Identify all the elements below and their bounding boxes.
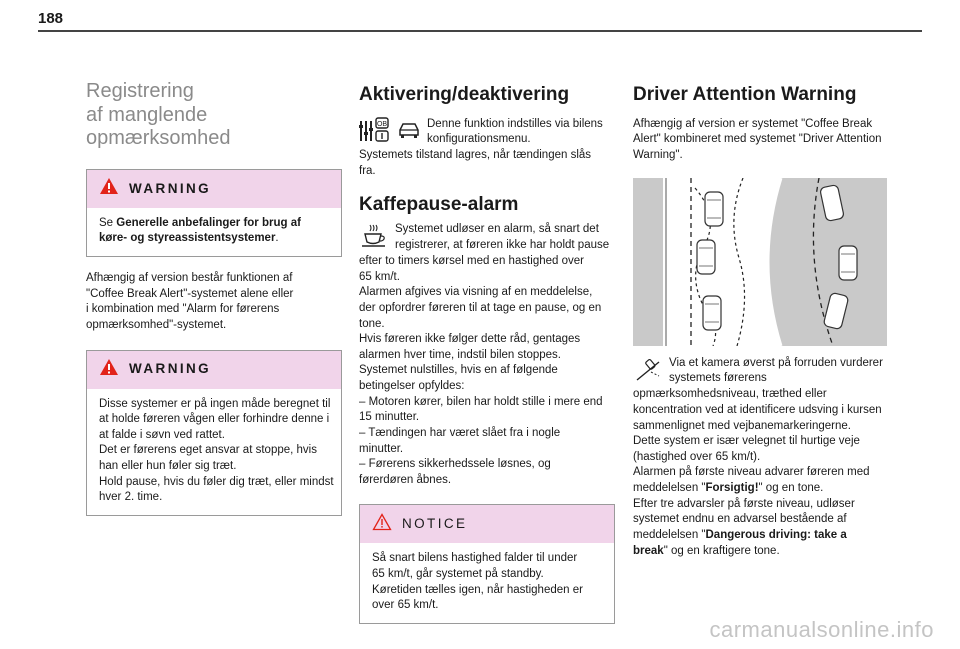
text-line: Afhængig af version er systemet "Coffee Break [633, 117, 873, 130]
text-line: fra. [359, 165, 376, 178]
text-line: Køretiden tælles igen, når hastigheden er [372, 583, 583, 596]
camera-icon-text [669, 356, 883, 387]
warning-box-general [86, 169, 342, 257]
text-line [633, 544, 889, 560]
warning-triangle-icon [99, 358, 119, 382]
column-3 [633, 84, 889, 559]
text-fragment: meddelelsen " [633, 482, 706, 495]
text-line: at holde føreren vågen eller forhindre denne i [99, 413, 330, 426]
notice-triangle-icon [372, 513, 392, 537]
notice-body [360, 543, 614, 623]
watermark-text: carmanualsonline.info [709, 617, 934, 642]
activation-icon-row [359, 117, 615, 149]
camera-icon-row [633, 356, 889, 388]
warning-box-fatigue [86, 350, 342, 516]
warning-text: Se [99, 216, 117, 229]
text-line [633, 528, 889, 544]
notice-label: NOTICE [402, 516, 468, 532]
text-line: minutter. [359, 442, 404, 455]
header-divider [38, 30, 922, 32]
text-line: Alarmen afgives via visning af en meddelelse, [359, 286, 593, 299]
text-line: Afhængig af version består funktionen af [86, 272, 293, 285]
notice-box [359, 504, 615, 624]
text-fragment: meddelelsen " [633, 528, 706, 541]
text-line: Hold pause, hvis du føler dig træt, eller mindst [99, 475, 334, 488]
warning-label: WARNING [129, 361, 212, 377]
text-line: Så snart bilens hastighed falder til under [372, 552, 578, 565]
text-line: Systemet udløser en alarm, så snart det [395, 223, 599, 236]
dat-body-paragraph [633, 387, 889, 559]
coffee-paragraph [359, 254, 615, 488]
title-line: Registrering [86, 80, 194, 102]
text-fragment: " og en kraftigere tone. [663, 544, 780, 557]
text-line: Alarmen på første niveau advarer føreren med [633, 466, 870, 479]
text-line: Alert" kombineret med systemet "Driver Attention [633, 133, 882, 146]
page-title [86, 80, 342, 151]
text-line: Denne funktion indstilles via bilens [427, 117, 603, 130]
text-line: Warning". [633, 149, 683, 162]
text-line: opmærksomhed"-systemet. [86, 318, 227, 331]
dangerous-driving-message: Dangerous driving: take a [705, 528, 847, 541]
forsigtig-message: Forsigtig! [705, 482, 759, 495]
text-line: Via et kamera øverst på forruden vurderer [669, 356, 883, 369]
svg-text:OB: OB [376, 120, 388, 128]
text-line [633, 481, 889, 497]
camera-icon [633, 358, 663, 388]
section-heading-coffee-break: Kaffepause-alarm [359, 193, 519, 215]
text-line: at falde i søvn ved rattet. [99, 428, 225, 441]
text-line: betingelser opfyldes: [359, 380, 465, 393]
column-2 [359, 84, 615, 624]
text-line: Efter tre advarsler på første niveau, udløser [633, 497, 855, 510]
text-line: hver 2. time. [99, 491, 163, 504]
activation-icon-text [427, 117, 603, 148]
text-line: over 65 km/t. [372, 599, 439, 612]
text-line: koncentration ved at identificere udsving i kursen [633, 403, 882, 416]
text-line: Disse systemer er på ingen måde beregnet til [99, 397, 331, 410]
title-line: af manglende [86, 103, 208, 126]
text-line: Systemets tilstand lagres, når tændingen slås [359, 149, 592, 162]
dangerous-driving-message: break [633, 544, 664, 557]
title-line: opmærksomhed [86, 127, 231, 150]
section-heading-activation: Aktivering/deaktivering [359, 84, 570, 105]
warning-triangle-icon [99, 177, 119, 201]
text-line: – Tændingen har været slået fra i nogle [359, 426, 561, 439]
text-line: Hvis føreren ikke følger dette råd, gentages [359, 333, 581, 346]
text-line: konfigurationsmenu. [427, 133, 531, 146]
warning-text-bold: køre- og styreassistentsystemer [99, 232, 276, 245]
warning-text-bold: Generelle anbefalinger for brug af [116, 216, 301, 229]
text-line: Systemet nulstilles, hvis en af følgende [359, 364, 558, 377]
warning-text-line [99, 216, 329, 232]
text-fragment: " og en tone. [758, 482, 824, 495]
text-line: sammenlignet med vejbanemarkeringerne. [633, 419, 851, 432]
warning-header [87, 170, 341, 208]
text-line: 15 minutter. [359, 411, 420, 424]
text-line: systemets førerens [669, 372, 767, 385]
text-line: i kombination med "Alarm for førerens [86, 303, 280, 316]
coffee-cup-icon [359, 224, 389, 254]
text-line: systemet endnu en advarsel bestående af [633, 513, 847, 526]
intro-paragraph [86, 271, 342, 334]
lane-drift-illustration [633, 178, 887, 346]
car-icon [397, 121, 421, 145]
coffee-icon-row [359, 222, 615, 254]
text-line: tone. [359, 317, 385, 330]
page-number: 188 [38, 10, 64, 27]
text-line: der opfordrer føreren til at tage en pause, og en [359, 301, 602, 314]
text-line: opmærksomhedsniveau, træthed eller [633, 388, 827, 401]
warning-text-line [99, 231, 329, 247]
text-line: (hastighed over 65 km/t). [633, 450, 761, 463]
warning-body [87, 208, 341, 256]
section-heading-driver-attention: Driver Attention Warning [633, 84, 857, 105]
text-line: Dette system er især velegnet til hurtige veje [633, 435, 860, 448]
dat-intro-paragraph [633, 117, 889, 164]
warning-label: WARNING [129, 180, 212, 196]
coffee-icon-text [395, 222, 609, 253]
warning-body [87, 389, 341, 515]
text-line: "Coffee Break Alert"-systemet alene eller [86, 287, 294, 300]
text-line: alarmen hver time, indstil bilen stoppes. [359, 348, 561, 361]
text-line: registrerer, at føreren ikke har holdt pause [395, 239, 610, 252]
text-line: 65 km/t. [359, 270, 400, 283]
text-line: – Førerens sikkerhedssele løsnes, og [359, 458, 551, 471]
warning-text: . [275, 232, 279, 245]
column-1 [86, 80, 342, 516]
notice-header [360, 505, 614, 543]
text-line: han eller hun føler sig træt. [99, 460, 237, 473]
warning-header [87, 351, 341, 389]
text-line: efter to timers kørsel med en hastighed over [359, 255, 584, 268]
activation-paragraph [359, 148, 615, 179]
text-line: Det er førerens eget ansvar at stoppe, hvis [99, 444, 317, 457]
settings-icon [359, 117, 391, 149]
text-line: førerdøren åbnes. [359, 473, 452, 486]
text-line: – Motoren kører, bilen har holdt stille i mere end [359, 395, 603, 408]
text-line: 65 km/t, går systemet på standby. [372, 568, 544, 581]
